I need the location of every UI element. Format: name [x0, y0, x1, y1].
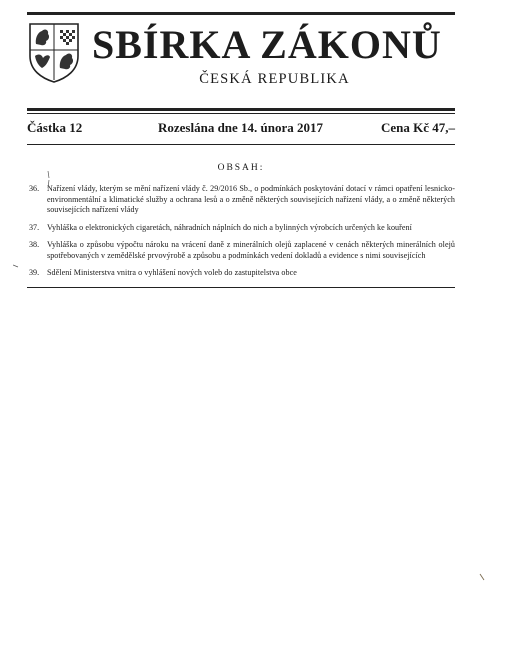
- gazette-title: SBÍRKA ZÁKONŮ: [92, 22, 442, 67]
- list-item: [27, 223, 455, 234]
- issue-distribution-date: Rozeslána dne 14. února 2017: [158, 120, 324, 135]
- item-number: 38.: [29, 240, 40, 249]
- contents-bottom-rule: [27, 287, 455, 288]
- item-title: Vyhláška o elektronických cigaretách, náhradních náplních do nich a bylinných výrobcích určených ke kouření: [47, 222, 412, 232]
- contents-heading: OBSAH:: [217, 163, 265, 173]
- list-item: [27, 268, 455, 279]
- issue-part: Částka 12: [27, 120, 83, 135]
- list-item: [27, 240, 455, 261]
- gazette-subtitle: ČESKÁ REPUBLIKA: [199, 71, 350, 87]
- item-number: 37.: [29, 222, 40, 232]
- scan-mark: [479, 573, 485, 581]
- contents-list: [27, 184, 455, 286]
- scan-mark: [45, 170, 53, 190]
- list-item: [27, 184, 455, 216]
- header-rule-thin: [27, 113, 455, 114]
- top-rule: [27, 12, 455, 15]
- item-title: Vyhláška o způsobu výpočtu nároku na vrácení daně z minerálních olejů zaplacené v cenách některých minerálních olejů spotřebovaných v zemědělské prvovýrobě a způsobu a podmínkách vedení dokladů a evidence s nimi souvisejících: [47, 240, 455, 260]
- scan-mark: [13, 264, 19, 268]
- item-number: 39.: [29, 268, 40, 277]
- issue-bar-rule: [27, 144, 455, 145]
- czech-coat-of-arms-icon: [27, 22, 81, 84]
- item-number: 36.: [29, 184, 40, 193]
- item-title: Nařízení vlády, kterým se mění nařízení vlády č. 29/2016 Sb., o podmínkách poskytování dotací v rámci opatření lesnicko-environmentální a klimatické služby a ochrana lesů a o změně některých souvisejících nařízení vlády, a o změně některých souvisejících nařízení vlády: [47, 184, 455, 214]
- item-title: Sdělení Ministerstva vnitra o vyhlášení nových voleb do zastupitelstva obce: [47, 268, 297, 277]
- issue-price: Cena Kč 47,–: [380, 120, 455, 135]
- header-rule-thick: [27, 108, 455, 111]
